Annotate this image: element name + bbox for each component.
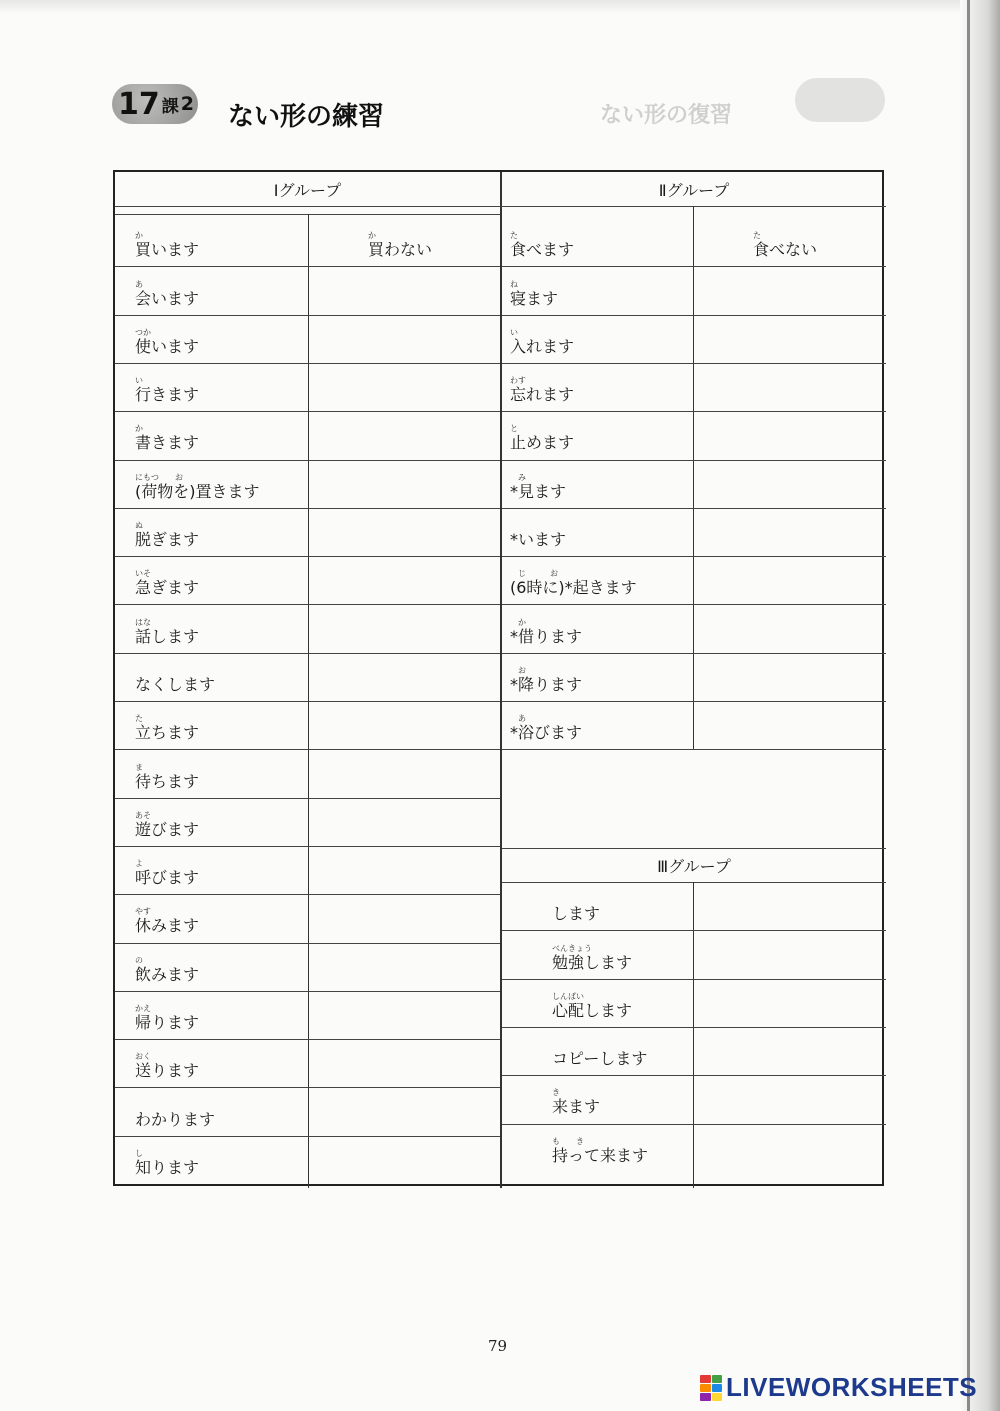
group-3-header: Ⅲグループ xyxy=(657,856,731,876)
verb-text: 脱ぎます xyxy=(135,530,200,550)
furigana: よ xyxy=(135,859,143,869)
logo-square xyxy=(700,1393,711,1401)
answer-cell[interactable] xyxy=(368,943,488,991)
verb-text: 遊びます xyxy=(135,819,200,839)
furigana: き xyxy=(552,1088,560,1098)
furigana: か xyxy=(135,424,143,434)
answer-cell[interactable] xyxy=(368,411,488,459)
answer-cell[interactable] xyxy=(753,653,873,701)
header-divider xyxy=(115,206,886,207)
verb-cell xyxy=(135,218,298,266)
furigana: し xyxy=(135,1148,143,1158)
furigana xyxy=(135,666,298,675)
page-top-shadow xyxy=(0,0,1000,14)
furigana xyxy=(753,1012,873,1021)
furigana: しんぱい xyxy=(552,991,584,1001)
furigana xyxy=(753,915,873,924)
furigana: の xyxy=(135,955,143,965)
answer-cell[interactable] xyxy=(753,882,873,930)
furigana: た xyxy=(753,231,761,241)
logo-square xyxy=(712,1384,723,1392)
answer-cell[interactable] xyxy=(753,315,873,363)
answer-cell[interactable] xyxy=(753,1027,873,1075)
lesson-number: 17 xyxy=(118,86,160,122)
answer-cell[interactable] xyxy=(368,846,488,894)
furigana xyxy=(368,589,488,598)
furigana: べんきょう xyxy=(552,943,592,953)
group-1-header: Ⅰグループ xyxy=(273,180,342,200)
page-edge xyxy=(967,0,970,1411)
furigana: お xyxy=(510,665,526,675)
answer-cell[interactable] xyxy=(368,556,488,604)
answer-cell[interactable] xyxy=(368,508,488,556)
verb-text: (6時に)*起きます xyxy=(510,578,637,598)
furigana: ま xyxy=(135,762,143,772)
verb-cell xyxy=(135,411,298,459)
verb-cell xyxy=(510,411,689,459)
verb-text: 食べます xyxy=(510,240,575,260)
answer-cell[interactable] xyxy=(368,266,488,314)
verb-cell xyxy=(510,701,689,749)
answer-cell[interactable] xyxy=(368,218,488,266)
answer-cell[interactable] xyxy=(753,701,873,749)
furigana: はな xyxy=(135,617,151,627)
verb-text: 来ます xyxy=(552,1097,601,1117)
verb-cell xyxy=(510,363,689,411)
verb-text: 呼びます xyxy=(135,868,200,888)
furigana xyxy=(753,686,873,695)
verb-text: 立ちます xyxy=(135,723,200,743)
verb-cell xyxy=(552,1027,689,1075)
verb-text: 飲みます xyxy=(135,964,200,984)
verb-cell xyxy=(552,1075,689,1123)
furigana xyxy=(368,300,488,309)
verb-text: *降ります xyxy=(510,674,583,694)
verb-cell xyxy=(135,894,298,942)
furigana xyxy=(552,1040,689,1049)
answer-cell[interactable] xyxy=(753,1075,873,1123)
answer-cell[interactable] xyxy=(753,460,873,508)
verb-cell xyxy=(135,1136,298,1184)
verb-cell xyxy=(510,266,689,314)
furigana: わす xyxy=(510,376,526,386)
verb-text: 忘れます xyxy=(510,385,575,405)
answer-cell[interactable] xyxy=(368,460,488,508)
page-title: ない形の練習 xyxy=(228,102,385,132)
furigana: いそ xyxy=(135,569,151,579)
answer-cell[interactable] xyxy=(368,894,488,942)
verb-cell xyxy=(510,604,689,652)
answer-cell[interactable] xyxy=(753,930,873,978)
verb-cell xyxy=(135,653,298,701)
verb-text: (荷物を)置きます xyxy=(135,481,260,501)
furigana: い xyxy=(135,376,143,386)
furigana xyxy=(368,976,488,985)
verb-text: 入れます xyxy=(510,336,575,356)
furigana xyxy=(552,895,689,904)
verb-cell xyxy=(135,315,298,363)
furigana xyxy=(368,396,488,405)
answer-cell[interactable] xyxy=(368,653,488,701)
furigana: か xyxy=(510,617,526,627)
liveworksheets-mark-icon xyxy=(700,1375,722,1401)
verb-cell xyxy=(510,460,689,508)
verb-cell xyxy=(552,1124,689,1172)
page-right-shadow xyxy=(960,0,1000,1411)
answer-text: 食べない xyxy=(753,240,818,260)
verb-cell xyxy=(135,508,298,556)
furigana xyxy=(368,1072,488,1081)
verb-cell xyxy=(135,1039,298,1087)
logo-square xyxy=(700,1375,711,1383)
verb-cell xyxy=(135,556,298,604)
furigana xyxy=(753,396,873,405)
furigana xyxy=(753,541,873,550)
furigana: と xyxy=(510,424,518,434)
verb-text: *借ります xyxy=(510,626,583,646)
liveworksheets-text: LIVEWORKSHEETS xyxy=(726,1372,978,1402)
verb-cell xyxy=(552,882,689,930)
furigana xyxy=(753,493,873,502)
logo-square xyxy=(712,1393,723,1401)
verb-text: 買います xyxy=(135,240,200,260)
verb-cell xyxy=(135,798,298,846)
furigana xyxy=(368,638,488,647)
verb-cell xyxy=(510,556,689,604)
verb-text: 送ります xyxy=(135,1061,200,1081)
furigana xyxy=(368,541,488,550)
verb-text: 帰ります xyxy=(135,1013,200,1033)
furigana xyxy=(753,348,873,357)
verb-text: 行きます xyxy=(135,385,200,405)
answer-cell[interactable] xyxy=(753,218,873,266)
logo-square xyxy=(700,1384,711,1392)
column-divider xyxy=(693,206,694,749)
verb-cell xyxy=(510,653,689,701)
answer-cell[interactable] xyxy=(368,749,488,797)
furigana xyxy=(368,444,488,453)
furigana: あ xyxy=(510,714,526,724)
furigana: あ xyxy=(135,279,143,289)
furigana xyxy=(753,589,873,598)
furigana xyxy=(368,879,488,888)
verb-text: 知ります xyxy=(135,1157,200,1177)
verb-cell xyxy=(135,701,298,749)
furigana: か xyxy=(135,231,143,241)
furigana xyxy=(753,964,873,973)
verb-text: コピーします xyxy=(552,1049,648,1069)
verb-cell xyxy=(510,218,689,266)
answer-cell[interactable] xyxy=(368,798,488,846)
verb-cell xyxy=(135,749,298,797)
answer-cell[interactable] xyxy=(753,363,873,411)
answer-cell[interactable] xyxy=(753,411,873,459)
verb-text: 待ちます xyxy=(135,771,200,791)
verb-text: 話します xyxy=(135,626,200,646)
lesson-part: 2 xyxy=(180,93,194,115)
column-divider xyxy=(500,172,502,1188)
verb-cell xyxy=(552,979,689,1027)
verb-text: *浴びます xyxy=(510,723,583,743)
verb-text: 会います xyxy=(135,288,200,308)
verb-text: 心配します xyxy=(552,1000,633,1020)
verb-text: 勉強します xyxy=(552,952,633,972)
verb-cell xyxy=(552,930,689,978)
verb-text: 使います xyxy=(135,336,200,356)
furigana xyxy=(368,1121,488,1130)
verb-text: *見ます xyxy=(510,481,567,501)
furigana xyxy=(368,1169,488,1178)
verb-text: 書きます xyxy=(135,433,200,453)
bleed-through-illustration xyxy=(795,78,885,122)
verb-cell xyxy=(510,315,689,363)
verb-cell xyxy=(135,266,298,314)
furigana xyxy=(753,1108,873,1117)
furigana xyxy=(135,1101,298,1110)
furigana xyxy=(368,1024,488,1033)
furigana: た xyxy=(135,714,143,724)
lesson-badge xyxy=(112,84,208,124)
verb-cell xyxy=(135,460,298,508)
verb-text: 持って来ます xyxy=(552,1145,649,1165)
furigana: じ お xyxy=(510,569,558,579)
verb-cell xyxy=(135,604,298,652)
answer-cell[interactable] xyxy=(368,1136,488,1184)
furigana xyxy=(510,521,689,530)
answer-cell[interactable] xyxy=(368,363,488,411)
nai-form-table xyxy=(113,170,884,1186)
answer-cell[interactable] xyxy=(753,604,873,652)
verb-cell xyxy=(135,943,298,991)
furigana xyxy=(753,300,873,309)
furigana xyxy=(368,831,488,840)
furigana: も き xyxy=(552,1136,584,1146)
answer-cell[interactable] xyxy=(368,604,488,652)
furigana xyxy=(753,1060,873,1069)
logo-square xyxy=(712,1375,723,1383)
furigana: にもつ お xyxy=(135,472,183,482)
furigana: かえ xyxy=(135,1004,151,1014)
answer-cell[interactable] xyxy=(368,315,488,363)
furigana: おく xyxy=(135,1052,151,1062)
furigana: ね xyxy=(510,279,518,289)
verb-cell xyxy=(135,991,298,1039)
answer-text: 買わない xyxy=(368,240,433,260)
verb-cell xyxy=(135,846,298,894)
furigana xyxy=(368,734,488,743)
verb-cell xyxy=(510,508,689,556)
furigana xyxy=(753,444,873,453)
furigana: つか xyxy=(135,327,151,337)
answer-cell[interactable] xyxy=(753,979,873,1027)
furigana: ぬ xyxy=(135,521,143,531)
furigana: み xyxy=(510,472,526,482)
answer-cell[interactable] xyxy=(753,266,873,314)
group-2-bottom-line xyxy=(502,749,886,750)
answer-cell[interactable] xyxy=(753,1124,873,1172)
verb-text: 止めます xyxy=(510,433,575,453)
verb-text: 急ぎます xyxy=(135,578,200,598)
answer-cell[interactable] xyxy=(753,508,873,556)
furigana: か xyxy=(368,231,376,241)
liveworksheets-logo xyxy=(700,1372,977,1403)
verb-text: します xyxy=(552,904,601,924)
furigana xyxy=(368,783,488,792)
furigana xyxy=(368,686,488,695)
verb-text: *います xyxy=(510,530,567,550)
furigana xyxy=(368,493,488,502)
furigana xyxy=(368,348,488,357)
verb-cell xyxy=(135,363,298,411)
furigana: い xyxy=(510,327,518,337)
furigana: やす xyxy=(135,907,151,917)
furigana: た xyxy=(510,231,518,241)
answer-cell[interactable] xyxy=(368,1087,488,1135)
furigana xyxy=(753,638,873,647)
group-2-header: Ⅱグループ xyxy=(658,180,730,200)
lesson-ka: 課 xyxy=(161,96,179,117)
verb-text: わかります xyxy=(135,1109,216,1129)
furigana xyxy=(368,927,488,936)
answer-cell[interactable] xyxy=(368,1039,488,1087)
verb-text: なくします xyxy=(135,674,216,694)
answer-cell[interactable] xyxy=(368,701,488,749)
verb-cell xyxy=(135,1087,298,1135)
furigana xyxy=(753,1157,873,1166)
answer-cell[interactable] xyxy=(753,556,873,604)
page-number: 79 xyxy=(488,1337,508,1355)
verb-text: 寝ます xyxy=(510,288,559,308)
verb-text: 休みます xyxy=(135,916,200,936)
column-divider xyxy=(693,882,694,1188)
bleed-through-title: ない形の復習 xyxy=(600,103,733,128)
furigana xyxy=(753,734,873,743)
furigana: あそ xyxy=(135,810,151,820)
answer-cell[interactable] xyxy=(368,991,488,1039)
